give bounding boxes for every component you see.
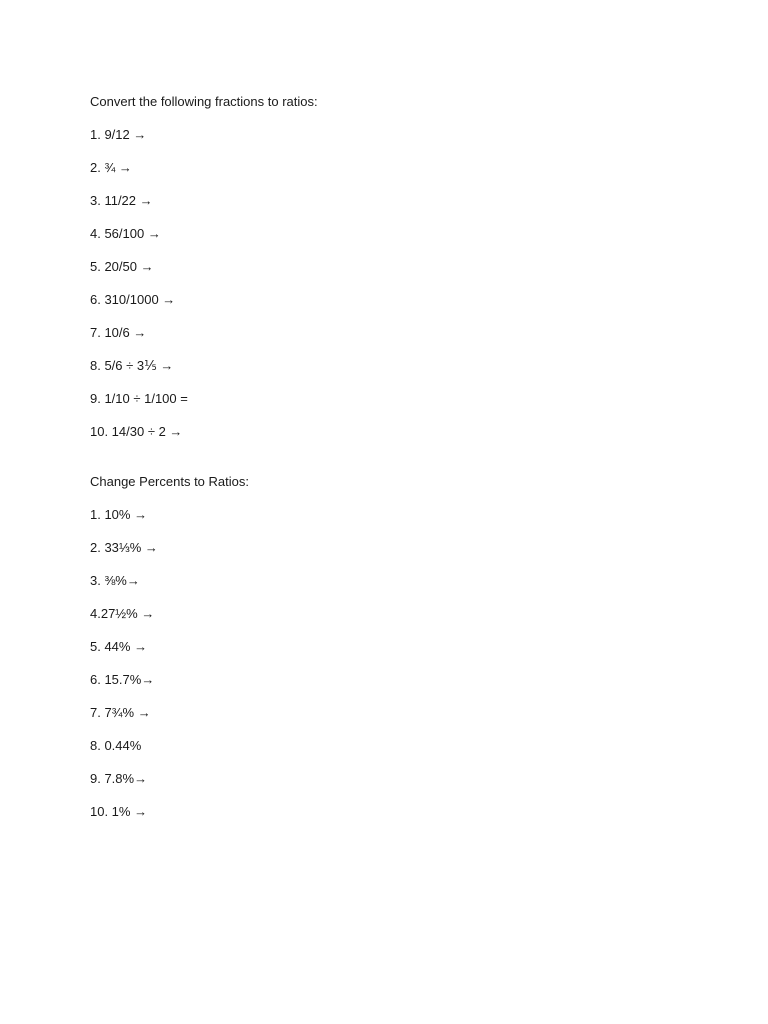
fraction-item-4: 4. 56/100 →: [90, 226, 161, 241]
percents-section: [90, 473, 690, 820]
fractions-heading: Convert the following fractions to ratios:: [90, 94, 318, 109]
percent-item-4: 4.27½% →: [90, 606, 155, 621]
fraction-item-6: 6. 310/1000 →: [90, 292, 176, 307]
fraction-item-8: 8. 5/6 ÷ 3⅕ →: [90, 358, 174, 373]
percent-item-9: 9. 7.8%→: [90, 771, 148, 786]
fraction-item-1: 1. 9/12 →: [90, 127, 147, 142]
percent-item-10: 10. 1% →: [90, 804, 148, 819]
fraction-item-10: 10. 14/30 ÷ 2 →: [90, 424, 183, 439]
fraction-item-9: 9. 1/10 ÷ 1/100 =: [90, 391, 188, 406]
fraction-item-2: 2. ¾ →: [90, 160, 132, 175]
fractions-list: [90, 126, 690, 440]
percents-heading: Change Percents to Ratios:: [90, 474, 249, 489]
document-body: [90, 93, 690, 836]
fraction-item-5: 5. 20/50 →: [90, 259, 154, 274]
fraction-item-7: 7. 10/6 →: [90, 325, 147, 340]
percent-item-7: 7. 7¾% →: [90, 705, 151, 720]
percent-item-2: 2. 33⅓% →: [90, 540, 158, 555]
percent-item-5: 5. 44% →: [90, 639, 148, 654]
percents-list: [90, 506, 690, 820]
fraction-item-3: 3. 11/22 →: [90, 193, 153, 208]
percent-item-6: 6. 15.7%→: [90, 672, 155, 687]
fractions-section: [90, 93, 690, 440]
percent-item-1: 1. 10% →: [90, 507, 148, 522]
percent-item-8: 8. 0.44%: [90, 738, 142, 753]
percent-item-3: 3. ⅜%→: [90, 573, 140, 588]
